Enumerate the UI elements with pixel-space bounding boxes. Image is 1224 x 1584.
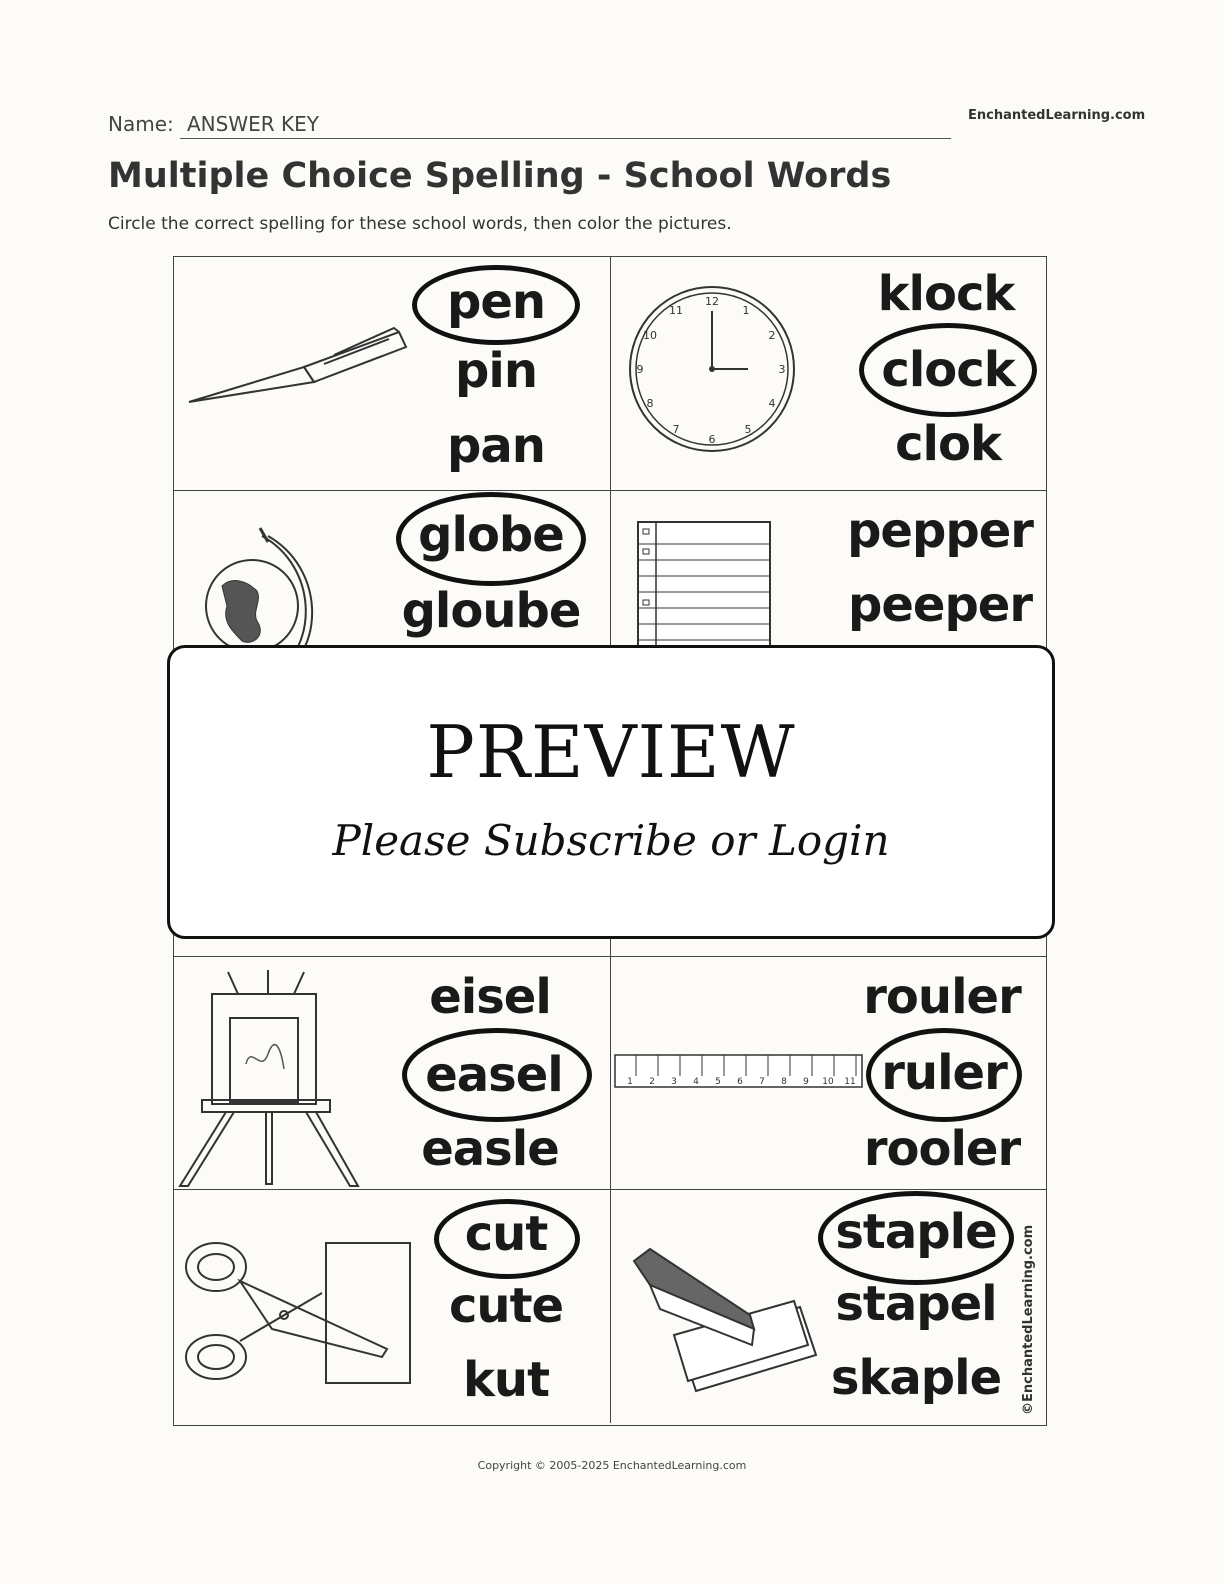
word-option[interactable]: gloube [401,583,581,639]
cell-ruler [610,956,1047,1190]
clock-number: 9 [636,363,644,376]
ruler-number: 1 [627,1077,633,1087]
word-option[interactable]: clok [895,416,1001,472]
preview-subtitle[interactable]: Please Subscribe or Login [332,816,890,865]
clock-number: 5 [744,423,752,436]
cell-clock [610,257,1047,491]
ruler-number: 7 [759,1077,765,1087]
word-option[interactable]: pepper [847,503,1033,559]
word-option[interactable]: cut [464,1206,548,1262]
clock-number: 4 [768,397,776,410]
clock-number: 6 [708,433,716,446]
clock-number: 12 [705,295,719,308]
clock-number: 3 [778,363,786,376]
stapler-icon [630,1245,820,1395]
ruler-number: 3 [671,1077,677,1087]
word-option[interactable]: ruler [881,1045,1007,1101]
ruler-number: 10 [822,1077,834,1087]
word-option[interactable]: cute [448,1278,564,1334]
ruler-icon [614,1054,864,1090]
clock-number: 7 [672,423,680,436]
name-value: ANSWER KEY [187,112,319,136]
ruler-number: 11 [844,1077,856,1087]
ruler-number: 4 [693,1077,699,1087]
word-option[interactable]: pan [447,418,545,474]
word-option[interactable]: kut [462,1352,550,1408]
site-logo-link[interactable]: EnchantedLearning.com [968,108,1146,123]
ruler-number: 9 [803,1077,809,1087]
copyright: Copyright © 2005-2025 EnchantedLearning.com [477,1459,747,1472]
ruler-number: 8 [781,1077,787,1087]
preview-overlay[interactable] [167,645,1055,939]
scissors-icon [182,1229,422,1399]
name-field [108,108,951,140]
word-option[interactable]: pin [455,343,537,399]
vertical-credit: ©EnchantedLearning.com [1021,1224,1036,1415]
word-option[interactable]: stapel [835,1276,997,1332]
ruler-number: 6 [737,1077,743,1087]
cell-stapler [610,1189,1047,1423]
name-label: Name: [108,112,174,136]
clock-number: 11 [669,304,683,317]
cell-pen [174,257,611,491]
word-option[interactable]: easel [425,1047,563,1103]
word-option[interactable]: klock [877,266,1015,322]
clock-number: 8 [646,397,654,410]
word-option[interactable]: staple [835,1204,997,1260]
word-option[interactable]: peeper [847,577,1033,633]
clock-number: 1 [742,304,750,317]
name-underline [180,138,951,139]
ruler-number: 2 [649,1077,655,1087]
preview-title: PREVIEW [426,710,796,794]
word-option[interactable]: clock [881,342,1015,398]
word-option[interactable]: rooler [863,1121,1021,1177]
ruler-number: 5 [715,1077,721,1087]
word-option[interactable]: easle [421,1121,559,1177]
clock-icon [624,281,800,457]
word-option[interactable]: rouler [863,969,1021,1025]
cell-easel [174,956,611,1190]
easel-icon [176,964,366,1188]
clock-number: 10 [643,329,657,342]
cell-scissors [174,1189,611,1423]
pen-icon [184,292,414,412]
clock-number: 2 [768,329,776,342]
instructions: Circle the correct spelling for these school words, then color the pictures. [108,214,732,234]
word-option[interactable]: globe [418,507,564,563]
word-option[interactable]: skaple [830,1350,1002,1406]
word-option[interactable]: pen [446,274,546,330]
word-option[interactable]: eisel [429,969,551,1025]
page-title: Multiple Choice Spelling - School Words [108,156,892,196]
